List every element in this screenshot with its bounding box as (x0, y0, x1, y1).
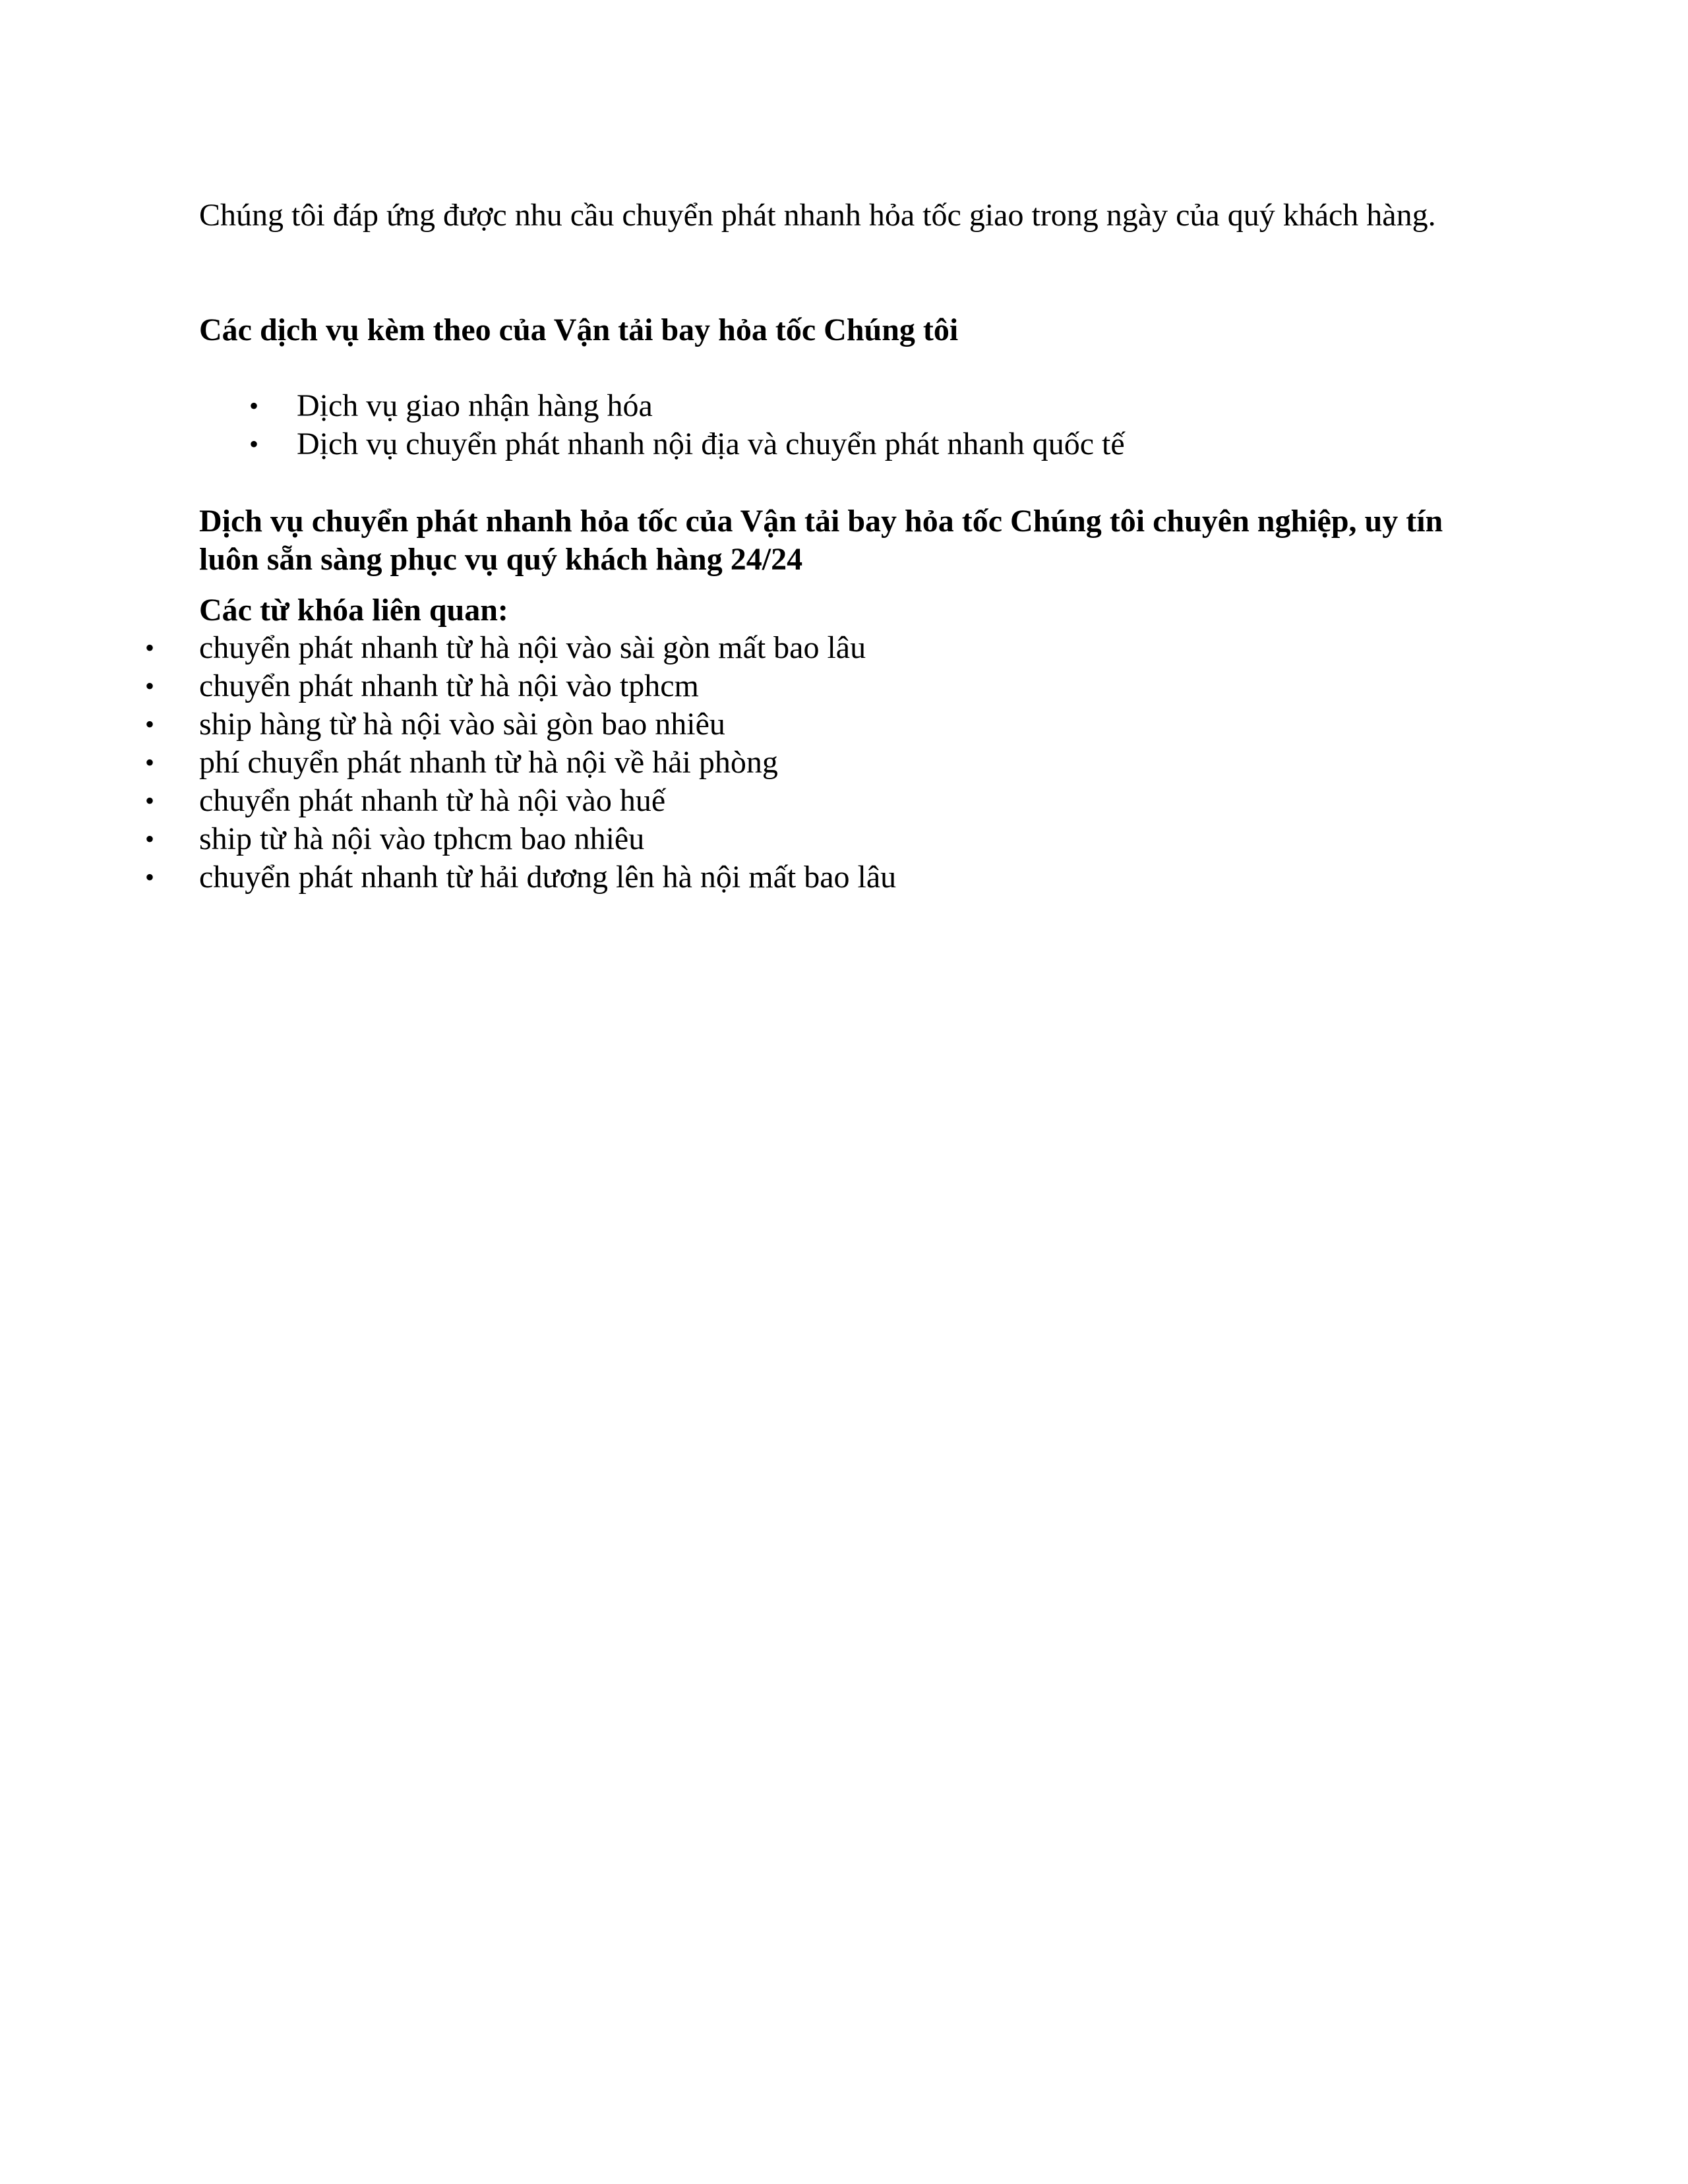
list-item (145, 858, 1452, 897)
keywords-list (145, 629, 1452, 897)
keywords-heading: Các từ khóa liên quan: (199, 593, 508, 628)
list-item-text: ship từ hà nội vào tphcm bao nhiêu (199, 821, 645, 856)
list-item (145, 705, 1452, 744)
services-list (249, 387, 1484, 463)
list-item (145, 782, 1452, 820)
list-item-text: Dịch vụ giao nhận hàng hóa (297, 388, 653, 423)
bullet-icon: • (145, 709, 155, 739)
intro-paragraph: Chúng tôi đáp ứng được nhu cầu chuyển phát nhanh hỏa tốc giao trong ngày của quý khách hàng. (199, 198, 1436, 233)
bullet-icon: • (145, 748, 155, 777)
bullet-icon: • (145, 862, 155, 892)
list-item (249, 425, 1484, 463)
bullet-icon: • (145, 824, 155, 854)
list-item-text: chuyển phát nhanh từ hà nội vào huế (199, 783, 666, 818)
bullet-icon: • (145, 633, 155, 663)
list-item-text: chuyển phát nhanh từ hà nội vào sài gòn mất bao lâu (199, 630, 866, 665)
list-item (249, 387, 1484, 425)
bullet-icon: • (249, 391, 259, 421)
bullet-icon: • (249, 429, 259, 459)
list-item (145, 820, 1452, 858)
promo-heading: Dịch vụ chuyển phát nhanh hỏa tốc của Vận tải bay hỏa tốc Chúng tôi chuyên nghiệp, uy tín luôn sẵn sàng phục vụ quý khách hàng 24/24 (199, 504, 1443, 577)
list-item (145, 744, 1452, 782)
list-item-text: chuyển phát nhanh từ hải dương lên hà nội mất bao lâu (199, 860, 897, 895)
list-item-text: Dịch vụ chuyển phát nhanh nội địa và chuyển phát nhanh quốc tế (297, 427, 1125, 461)
list-item-text: phí chuyển phát nhanh từ hà nội về hải phòng (199, 745, 778, 780)
bullet-icon: • (145, 671, 155, 701)
list-item-text: ship hàng từ hà nội vào sài gòn bao nhiêu (199, 707, 725, 742)
list-item (145, 629, 1452, 667)
bullet-icon: • (145, 786, 155, 815)
services-heading: Các dịch vụ kèm theo của Vận tải bay hỏa tốc Chúng tôi (199, 312, 959, 347)
list-item-text: chuyển phát nhanh từ hà nội vào tphcm (199, 668, 699, 703)
list-item (145, 667, 1452, 705)
